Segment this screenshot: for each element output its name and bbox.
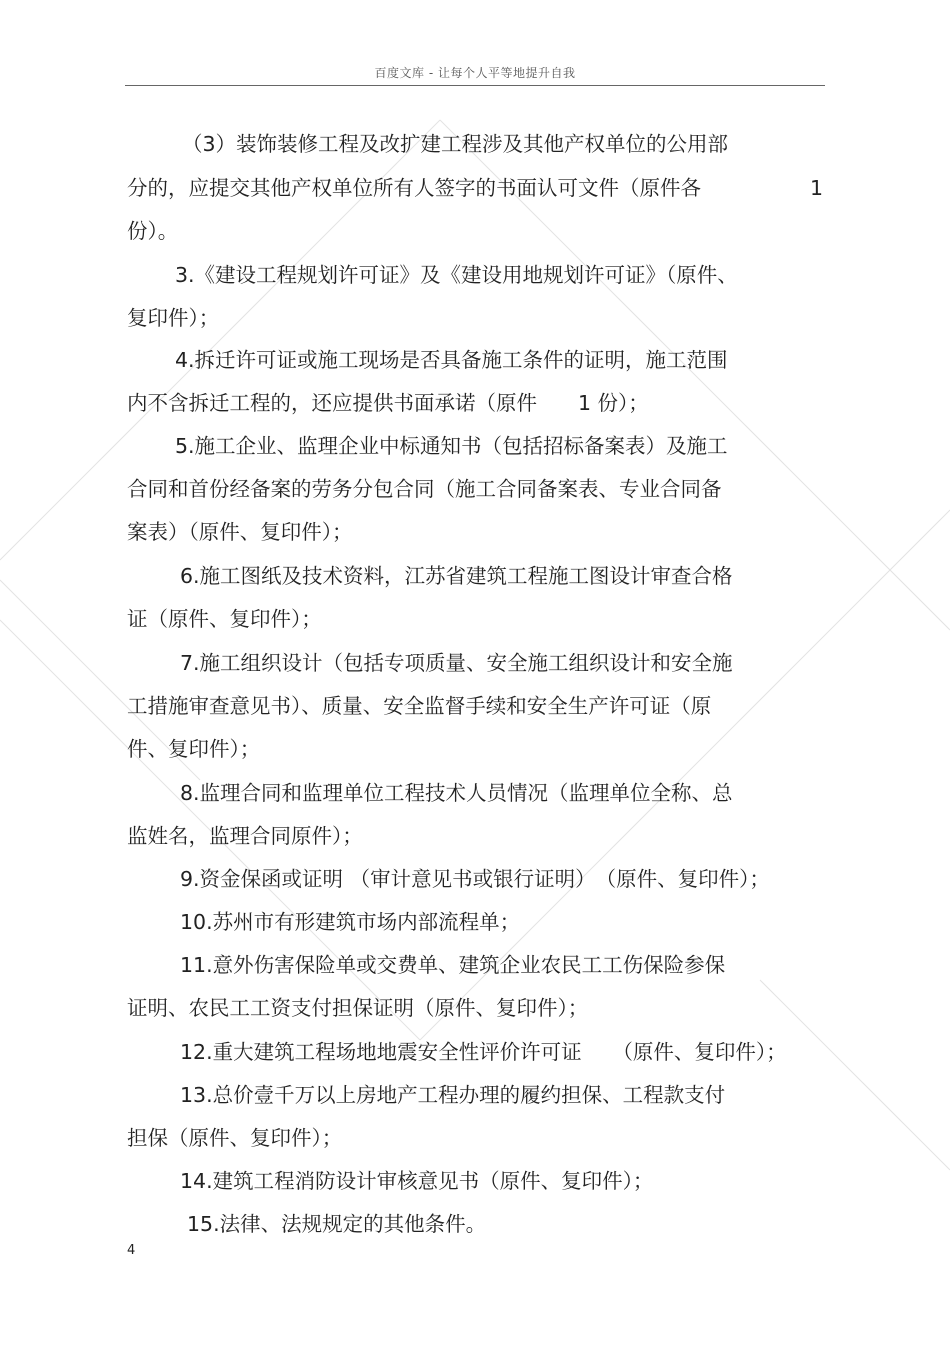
text-line: 件、复印件）； [127, 737, 261, 761]
text-line: 14.建筑工程消防设计审核意见书（原件、复印件）； [180, 1169, 654, 1193]
text-line: 份）。 [127, 219, 179, 243]
text-line: 8.监理合同和监理单位工程技术人员情况（监理单位全称、总 [180, 781, 733, 805]
text-line: 3.《建设工程规划许可证》及《建设用地规划许可证》（原件、 [175, 263, 738, 287]
text-line: 内不含拆迁工程的，还应提供书面承诺（原件 1 份）； [127, 391, 649, 415]
page-header: 百度文库 - 让每个人平等地提升自我 [374, 66, 576, 80]
text-line: 监姓名，监理合同原件）； [127, 824, 363, 848]
text-line: 9.资金保函或证明 （审计意见书或银行证明） （原件、复印件）； [180, 867, 770, 891]
text-line: 1 [810, 176, 824, 200]
text-line: 4.拆迁许可证或施工现场是否具备施工条件的证明，施工范围 [175, 348, 728, 372]
text-line: 6.施工图纸及技术资料，江苏省建筑工程施工图设计审查合格 [180, 564, 733, 588]
text-line: 5.施工企业、监理企业中标通知书（包括招标备案表）及施工 [175, 434, 728, 458]
text-line: 11.意外伤害保险单或交费单、建筑企业农民工工伤保险参保 [180, 953, 726, 977]
text-line: 12.重大建筑工程场地地震安全性评价许可证 （原件、复印件）； [180, 1040, 787, 1064]
text-line: 证明、农民工工资支付担保证明（原件、复印件）； [127, 996, 589, 1020]
text-line: 分的，应提交其他产权单位所有人签字的书面认可文件（原件各 [127, 176, 701, 200]
text-line: 7.施工组织设计（包括专项质量、安全施工组织设计和安全施 [180, 651, 733, 675]
text-line: 担保（原件、复印件）； [127, 1126, 343, 1150]
text-line: 证（原件、复印件）； [127, 607, 322, 631]
text-line: 工措施审查意见书）、质量、安全监督手续和安全生产许可证（原 [127, 694, 712, 718]
text-line: （3）装饰装修工程及改扩建工程涉及其他产权单位的公用部 [182, 132, 729, 156]
text-line: 10.苏州市有形建筑市场内部流程单； [180, 910, 521, 934]
text-line: 15.法律、法规规定的其他条件。 [187, 1212, 487, 1236]
header-divider [125, 85, 825, 86]
text-line: 案表）（原件、复印件）； [127, 520, 353, 544]
text-line: 13.总价壹千万以上房地产工程办理的履约担保、工程款支付 [180, 1083, 726, 1107]
text-line: 复印件）； [127, 306, 220, 330]
text-line: 合同和首份经备案的劳务分包合同（施工合同备案表、专业合同备 [127, 477, 722, 501]
page-number: 4 [127, 1243, 136, 1258]
